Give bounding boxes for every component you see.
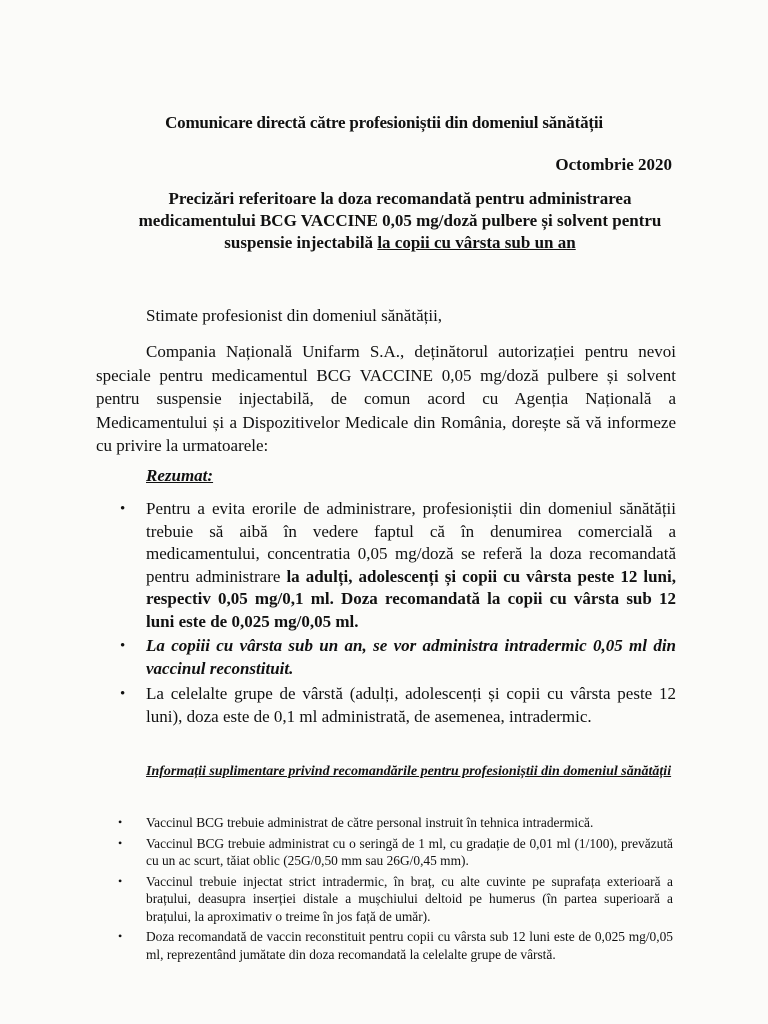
summary-item-text: La celelalte grupe de vârstă (adulți, adolescenți și copii cu vârsta peste 12 luni), doza este de 0,1 ml administrată, de asemenea, intradermic.: [146, 684, 676, 726]
bullet-icon: •: [118, 929, 123, 943]
extra-heading: Informații suplimentare privind recomandările pentru profesioniștii din domeniul sănătății: [146, 764, 672, 779]
summary-item-text: Pentru a evita erorile de administrare, profesioniștii din domeniul sănătății trebuie să aibă în vedere faptul că în denumirea comercială a medicamentului, concentratia 0,05 mg/doză se referă la doza recomandată pentru administrare: [146, 499, 676, 586]
document-subject: [120, 188, 680, 254]
extra-item: [118, 835, 673, 870]
extra-item-text: Vaccinul BCG trebuie administrat cu o seringă de 1 ml, cu gradație de 0,01 ml (1/100), prevăzută cu un ac scurt, tăiat oblic (25G/0,50 mm sau 26G/0,45 mm).: [146, 835, 673, 868]
extra-item-text: Vaccinul trebuie injectat strict intradermic, în braț, cu alte cuvinte pe suprafața exterioară a brațului, deasupra inserției distale a mușchiului deltoid pe humerus (în partea superioară a brațului, la aproximativ o treime în jos față de umăr).: [146, 873, 673, 924]
bullet-icon: •: [118, 873, 123, 888]
bullet-icon: •: [120, 501, 126, 517]
bullet-icon: •: [118, 815, 123, 829]
subject-underlined: la copii cu vârsta sub un an: [377, 233, 576, 252]
extra-item-text: Doza recomandată de vaccin reconstituit pentru copii cu vârsta sub 12 luni este de 0,025 mg/0,05 ml, reprezentând jumătate din doza recomandată la celelalte grupe de vârstă.: [146, 929, 673, 962]
document-title: Comunicare directă către profesioniștii din domeniul sănătății: [165, 113, 603, 132]
greeting: Stimate profesionist din domeniul sănătății,: [146, 306, 443, 325]
summary-item: [120, 635, 676, 680]
extra-list: [118, 814, 673, 963]
intro-paragraph: Compania Națională Unifarm S.A., deținătorul autorizației pentru nevoi speciale pentru medicamentul BCG VACCINE 0,05 mg/doză pulbere și solvent pentru suspensie injectabilă, de comun acord cu Agenția Națională a Medicamentului și a Dispozitivelor Medicale din România, dorește să vă informeze cu privire la urmatoarele:: [96, 342, 676, 455]
extra-item: [118, 814, 673, 832]
bullet-icon: •: [120, 686, 126, 702]
extra-item-text: Vaccinul BCG trebuie administrat de către personal instruit în tehnica intradermică.: [146, 815, 594, 830]
summary-item-text: La copiii cu vârsta sub un an, se vor administra intradermic 0,05 ml din vaccinul reconstituit.: [146, 636, 676, 678]
summary-item-bold: la adulți, adolescenți și copii cu vârsta peste 12 luni, respectiv 0,05 mg/0,1 ml. Doza recomandată la copii cu vârsta sub 12 luni este de 0,025 mg/0,05 ml.: [146, 566, 676, 631]
subject-text: Precizări referitoare la doza recomandată pentru administrarea medicamentului BCG VACCINE 0,05 mg/doză pulbere și solvent pentru suspensie injectabilă: [138, 189, 662, 252]
summary-list: [120, 498, 676, 728]
extra-item: [118, 873, 673, 926]
summary-heading: Rezumat:: [146, 466, 214, 485]
extra-item: [118, 928, 673, 963]
document-date: Octombrie 2020: [555, 155, 672, 174]
summary-item: [120, 498, 676, 633]
bullet-icon: •: [118, 835, 123, 850]
bullet-icon: •: [120, 638, 126, 654]
summary-item: [120, 683, 676, 728]
